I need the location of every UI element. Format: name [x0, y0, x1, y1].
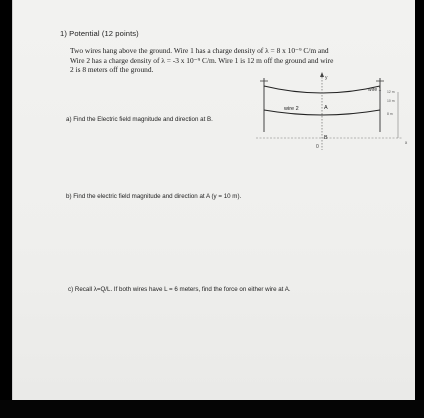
- x-axis-label: x: [405, 140, 408, 145]
- height-8m-tick: 8 m: [387, 112, 393, 116]
- wires-diagram: [250, 72, 410, 162]
- point-b-label: B: [324, 135, 328, 141]
- problem-statement: [70, 46, 400, 75]
- question-title: 1) Potential (12 points): [60, 29, 139, 38]
- statement-line: Two wires hang above the ground. Wire 1 has a charge density of λ = 8 x 10⁻⁹ C/m and: [70, 46, 329, 55]
- photo-background: [0, 400, 424, 418]
- part-a-question: a) Find the Electric field magnitude and direction at B.: [66, 116, 213, 123]
- part-b-question: b) Find the electric field magnitude and direction at A (y = 10 m).: [66, 193, 242, 200]
- wire-1-label: wire 1: [368, 87, 382, 93]
- origin-label: 0: [316, 144, 319, 150]
- height-12m-tick: 12 m: [387, 90, 395, 94]
- statement-line: Wire 2 has a charge density of λ = -3 x 10⁻⁹ C/m. Wire 1 is 12 m off the ground and wire: [70, 55, 334, 65]
- y-axis-label: y: [325, 75, 328, 81]
- wire-2-label: wire 2: [284, 106, 299, 112]
- part-c-question: c) Recall λ=Q/L. If both wires have L = 6 meters, find the force on either wire at A.: [68, 286, 291, 293]
- height-10m-tick: 10 m: [387, 99, 395, 103]
- y-axis-arrow-icon: [320, 72, 324, 77]
- point-a-label: A: [324, 105, 328, 111]
- statement-line: 2 is 8 meters off the ground.: [70, 65, 154, 75]
